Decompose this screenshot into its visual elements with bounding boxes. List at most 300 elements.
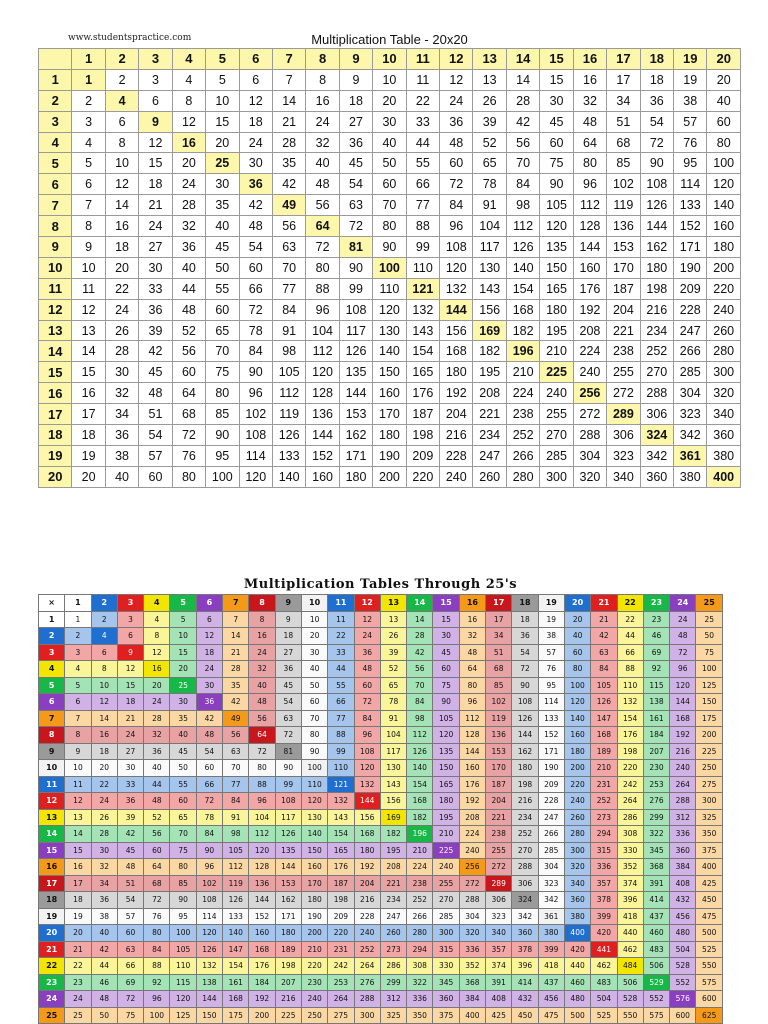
product-cell: 115 xyxy=(170,974,196,991)
product-cell: 40 xyxy=(105,466,138,487)
product-cell: 72 xyxy=(440,174,473,195)
product-cell: 20 xyxy=(301,628,327,645)
product-cell: 437 xyxy=(538,974,564,991)
product-cell: 200 xyxy=(373,466,406,487)
product-cell: 16 xyxy=(65,859,91,876)
product-cell: 92 xyxy=(144,974,170,991)
product-cell: 28 xyxy=(91,826,117,843)
product-cell: 275 xyxy=(696,776,723,793)
product-cell: 45 xyxy=(433,644,459,661)
product-cell: 357 xyxy=(591,875,617,892)
product-cell: 24 xyxy=(172,174,205,195)
product-cell: 152 xyxy=(306,445,339,466)
row-header: 11 xyxy=(39,278,72,299)
product-cell: 306 xyxy=(640,404,673,425)
product-cell: 252 xyxy=(640,341,673,362)
product-cell: 380 xyxy=(674,466,707,487)
product-cell: 42 xyxy=(139,341,172,362)
square-cell: 1 xyxy=(65,611,91,628)
product-cell: 56 xyxy=(249,710,275,727)
product-cell: 189 xyxy=(275,941,301,958)
product-cell: 72 xyxy=(117,991,143,1008)
product-cell: 50 xyxy=(696,628,723,645)
product-cell: 180 xyxy=(540,299,573,320)
table-row xyxy=(39,991,723,1008)
product-cell: 180 xyxy=(640,257,673,278)
product-cell: 30 xyxy=(196,677,222,694)
product-cell: 7 xyxy=(223,611,249,628)
product-cell: 357 xyxy=(486,941,512,958)
table-row xyxy=(39,611,723,628)
product-cell: 252 xyxy=(506,425,539,446)
product-cell: 276 xyxy=(354,974,380,991)
product-cell: 40 xyxy=(373,132,406,153)
product-cell: 28 xyxy=(506,90,539,111)
row-header: 10 xyxy=(39,257,72,278)
product-cell: 78 xyxy=(380,694,406,711)
product-cell: 52 xyxy=(172,320,205,341)
product-cell: 80 xyxy=(373,216,406,237)
product-cell: 72 xyxy=(640,132,673,153)
product-cell: 20 xyxy=(170,661,196,678)
product-cell: 16 xyxy=(72,383,105,404)
square-cell: 25 xyxy=(170,677,196,694)
square-cell: 64 xyxy=(249,727,275,744)
product-cell: 140 xyxy=(506,257,539,278)
product-cell: 45 xyxy=(139,362,172,383)
product-cell: 391 xyxy=(643,875,669,892)
product-cell: 114 xyxy=(196,908,222,925)
product-cell: 154 xyxy=(407,776,433,793)
product-cell: 187 xyxy=(607,278,640,299)
product-cell: 180 xyxy=(275,925,301,942)
product-cell: 224 xyxy=(573,341,606,362)
product-cell: 99 xyxy=(328,743,354,760)
product-cell: 368 xyxy=(643,859,669,876)
product-cell: 378 xyxy=(591,892,617,909)
product-cell: 247 xyxy=(380,908,406,925)
product-cell: 55 xyxy=(206,278,239,299)
product-cell: 312 xyxy=(380,991,406,1008)
product-cell: 380 xyxy=(707,445,741,466)
product-cell: 27 xyxy=(275,644,301,661)
product-cell: 143 xyxy=(380,776,406,793)
product-cell: 72 xyxy=(512,661,538,678)
square-cell: 36 xyxy=(196,694,222,711)
product-cell: 176 xyxy=(573,278,606,299)
product-cell: 198 xyxy=(328,892,354,909)
row-header: 14 xyxy=(39,341,72,362)
product-cell: 10 xyxy=(65,760,91,777)
product-cell: 132 xyxy=(196,958,222,975)
product-cell: 20 xyxy=(172,153,205,174)
product-cell: 26 xyxy=(105,320,138,341)
product-cell: 345 xyxy=(433,974,459,991)
product-cell: 432 xyxy=(512,991,538,1008)
product-cell: 77 xyxy=(328,710,354,727)
product-cell: 24 xyxy=(354,628,380,645)
product-cell: 76 xyxy=(674,132,707,153)
product-cell: 154 xyxy=(506,278,539,299)
product-cell: 200 xyxy=(707,257,741,278)
product-cell: 255 xyxy=(607,362,640,383)
square-cell: 9 xyxy=(117,644,143,661)
square-cell: 81 xyxy=(275,743,301,760)
product-cell: 440 xyxy=(617,925,643,942)
product-cell: 30 xyxy=(373,111,406,132)
product-cell: 192 xyxy=(459,793,485,810)
row-header: 5 xyxy=(39,677,65,694)
product-cell: 88 xyxy=(328,727,354,744)
product-cell: 70 xyxy=(272,257,305,278)
product-cell: 88 xyxy=(144,958,170,975)
product-cell: 360 xyxy=(564,892,590,909)
product-cell: 60 xyxy=(301,694,327,711)
product-cell: 204 xyxy=(354,875,380,892)
square-cell: 625 xyxy=(696,1007,723,1024)
product-cell: 60 xyxy=(139,466,172,487)
product-cell: 384 xyxy=(459,991,485,1008)
row-header: 25 xyxy=(39,1007,65,1024)
product-cell: 180 xyxy=(373,425,406,446)
product-cell: 2 xyxy=(65,628,91,645)
product-cell: 91 xyxy=(272,320,305,341)
product-cell: 26 xyxy=(91,809,117,826)
product-cell: 22 xyxy=(105,278,138,299)
product-cell: 168 xyxy=(407,793,433,810)
product-cell: 48 xyxy=(440,132,473,153)
product-cell: 68 xyxy=(144,875,170,892)
product-cell: 504 xyxy=(591,991,617,1008)
product-cell: 323 xyxy=(674,404,707,425)
product-cell: 306 xyxy=(486,892,512,909)
product-cell: 171 xyxy=(339,445,372,466)
product-cell: 84 xyxy=(407,694,433,711)
product-cell: 240 xyxy=(670,760,696,777)
product-cell: 144 xyxy=(306,425,339,446)
product-cell: 84 xyxy=(272,299,305,320)
product-cell: 221 xyxy=(473,404,506,425)
column-header: 11 xyxy=(328,595,354,612)
product-cell: 42 xyxy=(239,195,272,216)
product-cell: 345 xyxy=(643,842,669,859)
product-cell: 240 xyxy=(540,383,573,404)
product-cell: 176 xyxy=(459,776,485,793)
product-cell: 154 xyxy=(617,710,643,727)
product-cell: 44 xyxy=(172,278,205,299)
product-cell: 56 xyxy=(272,216,305,237)
product-cell: 56 xyxy=(144,826,170,843)
table-row xyxy=(39,299,741,320)
product-cell: 126 xyxy=(275,826,301,843)
product-cell: 120 xyxy=(249,842,275,859)
product-cell: 231 xyxy=(591,776,617,793)
product-cell: 100 xyxy=(144,1007,170,1024)
product-cell: 36 xyxy=(339,132,372,153)
product-cell: 260 xyxy=(564,809,590,826)
header-row xyxy=(39,49,741,70)
product-cell: 77 xyxy=(272,278,305,299)
table-row xyxy=(39,974,723,991)
product-cell: 52 xyxy=(473,132,506,153)
table-row xyxy=(39,278,741,299)
square-cell: 64 xyxy=(306,216,339,237)
product-cell: 96 xyxy=(573,174,606,195)
product-cell: 175 xyxy=(696,710,723,727)
product-cell: 144 xyxy=(339,383,372,404)
product-cell: 140 xyxy=(373,341,406,362)
product-cell: 13 xyxy=(473,69,506,90)
product-cell: 304 xyxy=(674,383,707,404)
product-cell: 189 xyxy=(591,743,617,760)
product-cell: 18 xyxy=(512,611,538,628)
table-row xyxy=(39,111,741,132)
product-cell: 95 xyxy=(206,445,239,466)
product-cell: 198 xyxy=(617,743,643,760)
product-cell: 198 xyxy=(275,958,301,975)
product-cell: 380 xyxy=(538,925,564,942)
product-cell: 306 xyxy=(512,875,538,892)
row-header: 22 xyxy=(39,958,65,975)
product-cell: 18 xyxy=(117,694,143,711)
product-cell: 60 xyxy=(196,760,222,777)
product-cell: 12 xyxy=(196,628,222,645)
row-header: 17 xyxy=(39,404,72,425)
product-cell: 50 xyxy=(91,1007,117,1024)
product-cell: 253 xyxy=(328,974,354,991)
product-cell: 120 xyxy=(170,991,196,1008)
column-header: 16 xyxy=(459,595,485,612)
product-cell: 27 xyxy=(117,743,143,760)
product-cell: 192 xyxy=(440,383,473,404)
product-cell: 24 xyxy=(144,694,170,711)
product-cell: 35 xyxy=(206,195,239,216)
product-cell: 152 xyxy=(538,727,564,744)
product-cell: 11 xyxy=(406,69,439,90)
product-cell: 160 xyxy=(249,925,275,942)
product-cell: 27 xyxy=(139,237,172,258)
table-row xyxy=(39,466,741,487)
product-cell: 216 xyxy=(275,991,301,1008)
product-cell: 104 xyxy=(380,727,406,744)
table-row xyxy=(39,694,723,711)
product-cell: 20 xyxy=(564,611,590,628)
product-cell: 30 xyxy=(170,694,196,711)
product-cell: 260 xyxy=(707,320,741,341)
product-cell: 8 xyxy=(172,90,205,111)
product-cell: 72 xyxy=(306,237,339,258)
product-cell: 180 xyxy=(512,760,538,777)
product-cell: 342 xyxy=(674,425,707,446)
product-cell: 60 xyxy=(354,677,380,694)
product-cell: 550 xyxy=(617,1007,643,1024)
product-cell: 4 xyxy=(72,132,105,153)
product-cell: 18 xyxy=(339,90,372,111)
product-cell: 136 xyxy=(306,404,339,425)
product-cell: 168 xyxy=(440,341,473,362)
product-cell: 208 xyxy=(380,859,406,876)
product-cell: 475 xyxy=(538,1007,564,1024)
product-cell: 234 xyxy=(512,809,538,826)
table-2-grid xyxy=(38,594,723,1024)
product-cell: 180 xyxy=(354,842,380,859)
multiplication-table-25x25 xyxy=(38,575,723,1024)
table-row xyxy=(39,760,723,777)
product-cell: 425 xyxy=(696,875,723,892)
product-cell: 135 xyxy=(540,237,573,258)
product-cell: 325 xyxy=(696,809,723,826)
product-cell: 192 xyxy=(670,727,696,744)
product-cell: 77 xyxy=(223,776,249,793)
product-cell: 340 xyxy=(607,466,640,487)
product-cell: 54 xyxy=(275,694,301,711)
product-cell: 414 xyxy=(643,892,669,909)
product-cell: 110 xyxy=(617,677,643,694)
product-cell: 483 xyxy=(643,941,669,958)
product-cell: 117 xyxy=(275,809,301,826)
product-cell: 100 xyxy=(206,466,239,487)
product-cell: 294 xyxy=(407,941,433,958)
product-cell: 80 xyxy=(172,466,205,487)
product-cell: 25 xyxy=(696,611,723,628)
product-cell: 20 xyxy=(65,925,91,942)
product-cell: 42 xyxy=(506,111,539,132)
product-cell: 320 xyxy=(573,466,606,487)
row-header: 7 xyxy=(39,710,65,727)
product-cell: 270 xyxy=(433,892,459,909)
product-cell: 80 xyxy=(170,859,196,876)
product-cell: 228 xyxy=(674,299,707,320)
product-cell: 33 xyxy=(406,111,439,132)
product-cell: 208 xyxy=(473,383,506,404)
product-cell: 228 xyxy=(538,793,564,810)
product-cell: 182 xyxy=(407,809,433,826)
table-row xyxy=(39,743,723,760)
product-cell: 66 xyxy=(406,174,439,195)
product-cell: 119 xyxy=(486,710,512,727)
product-cell: 128 xyxy=(573,216,606,237)
product-cell: 322 xyxy=(407,974,433,991)
square-cell: 144 xyxy=(354,793,380,810)
square-cell: 16 xyxy=(172,132,205,153)
column-header: 20 xyxy=(707,49,741,70)
product-cell: 255 xyxy=(486,842,512,859)
product-cell: 165 xyxy=(433,776,459,793)
product-cell: 56 xyxy=(172,341,205,362)
product-cell: 96 xyxy=(306,299,339,320)
table-row xyxy=(39,320,741,341)
product-cell: 23 xyxy=(643,611,669,628)
product-cell: 425 xyxy=(486,1007,512,1024)
product-cell: 32 xyxy=(91,859,117,876)
product-cell: 171 xyxy=(538,743,564,760)
product-cell: 352 xyxy=(459,958,485,975)
product-cell: 160 xyxy=(573,257,606,278)
product-cell: 48 xyxy=(139,383,172,404)
row-header: 23 xyxy=(39,974,65,991)
product-cell: 112 xyxy=(223,859,249,876)
product-cell: 72 xyxy=(196,793,222,810)
product-cell: 171 xyxy=(674,237,707,258)
product-cell: 195 xyxy=(473,362,506,383)
product-cell: 374 xyxy=(486,958,512,975)
product-cell: 128 xyxy=(306,383,339,404)
product-cell: 39 xyxy=(473,111,506,132)
product-cell: 64 xyxy=(172,383,205,404)
product-cell: 21 xyxy=(223,644,249,661)
table-row xyxy=(39,174,741,195)
square-cell: 324 xyxy=(512,892,538,909)
product-cell: 150 xyxy=(433,760,459,777)
column-header: 8 xyxy=(249,595,275,612)
product-cell: 18 xyxy=(239,111,272,132)
product-cell: 21 xyxy=(117,710,143,727)
product-cell: 120 xyxy=(564,694,590,711)
product-cell: 360 xyxy=(640,466,673,487)
product-cell: 26 xyxy=(473,90,506,111)
product-cell: 108 xyxy=(239,425,272,446)
product-cell: 40 xyxy=(172,257,205,278)
product-cell: 8 xyxy=(249,611,275,628)
product-cell: 150 xyxy=(196,1007,222,1024)
product-cell: 3 xyxy=(65,644,91,661)
product-cell: 288 xyxy=(459,892,485,909)
product-cell: 135 xyxy=(339,362,372,383)
product-cell: 165 xyxy=(406,362,439,383)
product-cell: 120 xyxy=(373,299,406,320)
product-cell: 100 xyxy=(696,661,723,678)
product-cell: 234 xyxy=(640,320,673,341)
product-cell: 500 xyxy=(564,1007,590,1024)
product-cell: 135 xyxy=(275,842,301,859)
product-cell: 55 xyxy=(328,677,354,694)
square-cell: 4 xyxy=(91,628,117,645)
row-header: 15 xyxy=(39,842,65,859)
product-cell: 12 xyxy=(139,132,172,153)
product-cell: 285 xyxy=(538,842,564,859)
product-cell: 300 xyxy=(433,925,459,942)
row-header: 24 xyxy=(39,991,65,1008)
row-header: 18 xyxy=(39,892,65,909)
website-label[interactable]: www.studentspractice.com xyxy=(68,33,192,43)
product-cell: 44 xyxy=(144,776,170,793)
product-cell: 260 xyxy=(380,925,406,942)
product-cell: 190 xyxy=(301,908,327,925)
product-cell: 100 xyxy=(707,153,741,174)
product-cell: 24 xyxy=(139,216,172,237)
product-cell: 24 xyxy=(670,611,696,628)
product-cell: 56 xyxy=(506,132,539,153)
product-cell: 207 xyxy=(643,743,669,760)
product-cell: 14 xyxy=(91,710,117,727)
product-cell: 240 xyxy=(573,362,606,383)
product-cell: 182 xyxy=(506,320,539,341)
product-cell: 38 xyxy=(538,628,564,645)
product-cell: 42 xyxy=(591,628,617,645)
product-cell: 114 xyxy=(538,694,564,711)
product-cell: 28 xyxy=(144,710,170,727)
column-header: 4 xyxy=(144,595,170,612)
product-cell: 78 xyxy=(196,809,222,826)
product-cell: 40 xyxy=(144,760,170,777)
product-cell: 50 xyxy=(170,760,196,777)
table-row xyxy=(39,216,741,237)
product-cell: 55 xyxy=(406,153,439,174)
product-cell: 320 xyxy=(459,925,485,942)
table-row xyxy=(39,644,723,661)
product-cell: 234 xyxy=(473,425,506,446)
product-cell: 6 xyxy=(139,90,172,111)
